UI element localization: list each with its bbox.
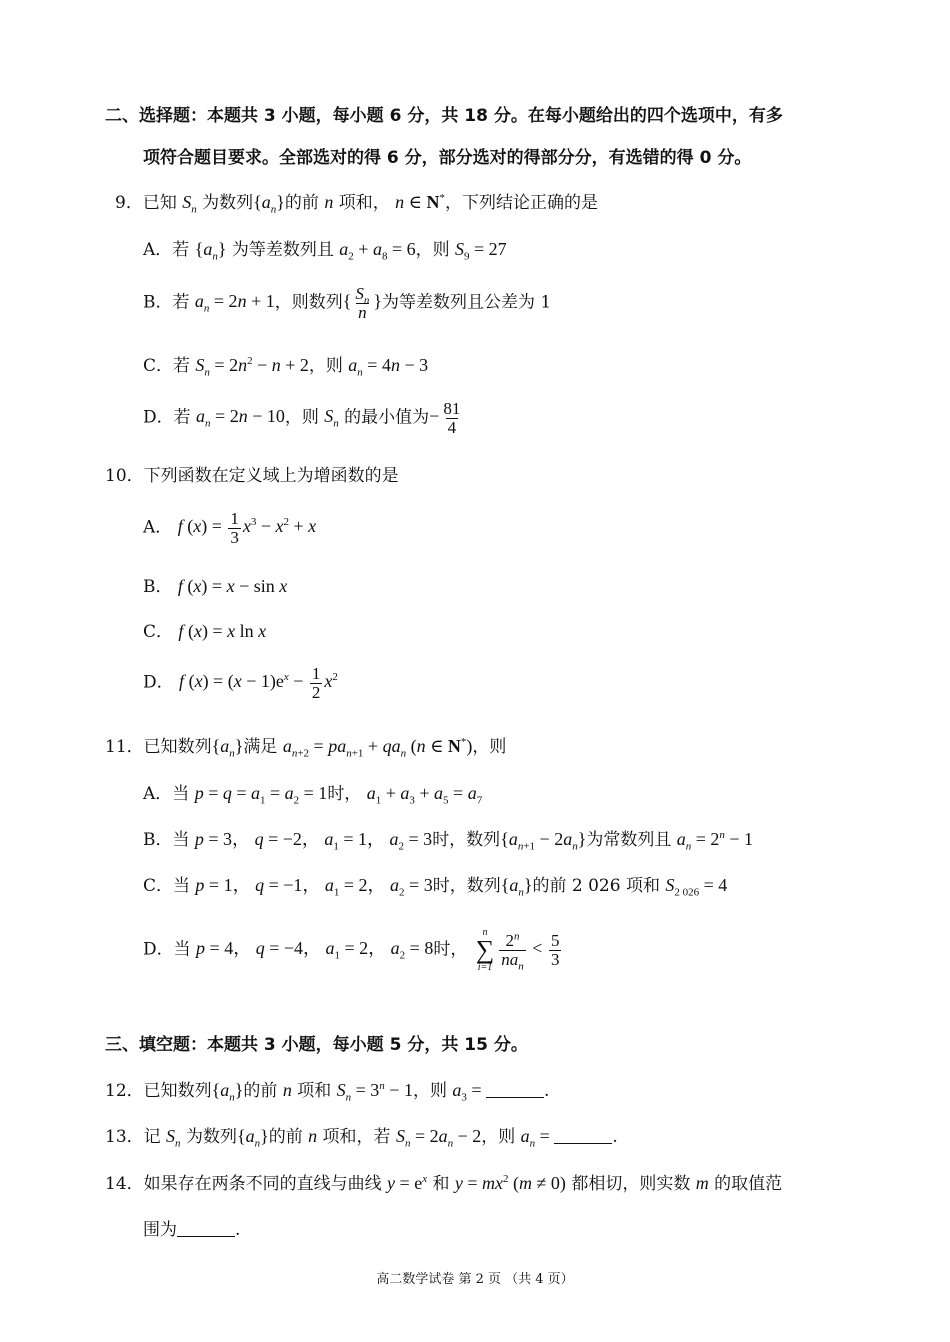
math: $S_n$ [324,406,339,431]
option-label: A． [143,517,173,538]
math: $\{a_n\}$ [253,192,285,216]
math: $p = q = a_1 = a_2 = 1$ [194,783,328,807]
answer-blank[interactable] [486,1081,544,1098]
question-number: 13． [105,1127,144,1147]
question-number: 12． [105,1081,144,1101]
text: ，则 [284,407,319,428]
math: { $\frac{S_n}{n}$ } [342,284,382,322]
math: $\{a_n\}$ [211,736,244,760]
text: 满足 [243,737,278,757]
text: 时，数列 [432,830,501,850]
text: ，则 [308,356,343,376]
text: 若 [173,356,191,376]
math: $S_n = 3^n - 1$ [336,1080,413,1104]
text: 都相切，则实数 [571,1174,691,1194]
math: $\{a_{n+1} - 2a_n\}$ [500,829,587,853]
question-11-option-c [143,875,728,899]
text: 记 [143,1127,161,1147]
math: $a_n = 4n - 3$ [348,355,429,379]
question-11-option-b [143,829,754,853]
question-14-line1 [105,1174,782,1193]
text: 如果存在两条不同的直线与曲线 [143,1174,382,1194]
text: 的前 [243,1081,278,1101]
text: 当 [173,876,191,896]
text: 时， [433,939,468,960]
math: $y = e^x$ [387,1173,428,1193]
math: $a_n = 2^n - 1$ [676,829,754,853]
text: ，则数列 [274,292,343,313]
text: ，则 [415,240,450,260]
option-label: D． [143,939,174,960]
math: $S_n$ [166,1126,181,1150]
option-label: B． [143,830,173,850]
section2-heading-line1: 二、选择题：本题共 3 小题，每小题 6 分，共 18 分。在每小题给出的四个选项中，有多 [105,106,783,126]
math: $a_1 + a_3 + a_5 = a_7$ [366,783,483,807]
math: f (x) = x − sin x [177,576,288,596]
text: ，则 [412,1081,447,1101]
question-12 [105,1080,550,1104]
text: 当 [172,830,190,850]
math: $a_2 + a_8 = 6$ [339,239,416,263]
text: 和 [432,1174,450,1194]
question-number: 10． [105,466,144,486]
math: p = 4， q = −4， $a_1 = 2$， $a_2 = 8$ [196,938,434,963]
math: $S_n$ [182,192,197,216]
option-label: B． [143,577,173,597]
option-label: A． [143,240,173,260]
question-11-option-d [143,928,563,973]
text: 时， [327,784,362,804]
text: 若 [173,407,191,428]
text: 当 [172,784,190,804]
text: 若 [172,292,190,313]
math: f (x) = $\frac{1}{3}$ $x^3 - x^2 + x$ [177,509,317,547]
math: − $\frac{81}{4}$ [429,399,461,437]
text: 若 [172,240,190,260]
math: n [324,192,334,212]
option-label: D． [143,672,174,693]
text: 为数列 [185,1127,237,1147]
math: f $(x) = (x - 1)e^x$ − $\frac{1}{2}$ $x^2$ [179,664,338,702]
question-10-option-d [143,665,338,702]
math: n ∈ N* [395,192,445,212]
math: p = 3， q = −2， $a_1 = 1$， $a_2 = 3$ [194,829,433,853]
text: 项和，若 [322,1127,391,1147]
text: 的取值范 [714,1174,783,1194]
math: $S_n = 2n^2 - n + 2$ [195,355,309,379]
question-13 [105,1126,618,1150]
question-number: 14． [105,1174,144,1194]
question-number: 9． [115,193,143,213]
option-label: C． [143,876,174,896]
text: . [612,1127,618,1147]
text: 时，数列 [432,876,501,896]
question-9-option-c [143,355,429,379]
text: . [544,1081,550,1101]
option-label: C． [143,622,174,642]
math: $\{a_n\}$ [500,875,533,899]
section2-heading-line2: 项符合题目要求。全部选对的得 6 分，部分选对的得部分分，有选错的得 0 分。 [143,148,752,168]
math: n [282,1080,292,1100]
question-10-option-c [143,622,266,641]
question-10-stem [105,468,399,485]
text: ，则 [472,737,507,757]
text: 为常数列且 [586,830,672,850]
math: n [308,1126,318,1146]
math: p = 1， q = −1， $a_1 = 2$， $a_2 = 3$ [195,875,433,899]
math: $a_n$ = [520,1126,555,1150]
math: $a_n = 2n - 10$ [196,406,285,431]
question-9-option-d [143,400,464,437]
text: 的前 [284,193,319,213]
text: 为等差数列且公差为 1 [382,292,552,313]
option-label: D． [143,407,174,428]
text: 项和 [297,1081,332,1101]
text: 的前 [268,1127,303,1147]
math: $S_{2 026} = 4$ [665,875,728,899]
text: 围为 [143,1220,177,1240]
option-label: B． [143,292,173,313]
page-footer: 高二数学试卷 第 2 页 （共 4 页） [376,1272,574,1287]
math: $a_n = 2n + 1$ [194,291,275,316]
question-10-option-b [143,577,287,596]
text: 已知 [142,193,177,213]
question-9-option-b [143,285,551,322]
question-9-option-a [143,239,507,263]
math: $S_n = 2a_n - 2$ [395,1126,482,1150]
math: f (x) = x ln x [178,621,267,641]
text: ，则 [481,1127,516,1147]
question-number: 11． [105,737,144,757]
math: $S_9 = 27$ [455,239,507,263]
question-11-stem [105,736,507,760]
math: n ∑ i=1 $\frac{2^n}{na_n}$ < $\frac{5}{3}$ [475,927,560,973]
section3-heading: 三、填空题：本题共 3 小题，每小题 5 分，共 15 分。 [105,1035,528,1055]
math: $\{a_n\}$ [211,1080,244,1104]
math: $\{a_n\}$ [194,239,227,263]
text: 的前 2 026 项和 [532,876,660,896]
math: $y = mx^2$ (m ≠ 0) [454,1173,566,1193]
text: 已知数列 [143,1081,212,1101]
text: 下列函数在定义域上为增函数的是 [143,466,399,486]
option-label: C． [143,356,174,376]
math: m [695,1173,709,1193]
text: 已知数列 [143,737,212,757]
math: $a_{n+2} = pa_{n+1} + qa_n$ (n ∈ N*) [282,736,473,760]
question-11-option-a [143,783,483,807]
question-10-option-a [143,510,316,547]
math: $\{a_n\}$ [236,1126,269,1150]
text: 项和， [338,193,390,213]
text: 当 [173,939,191,960]
answer-blank[interactable] [177,1220,235,1237]
answer-blank[interactable] [554,1127,612,1144]
text: ，下列结论正确的是 [444,193,598,213]
math: $a_3$ = [452,1080,487,1104]
text: . [235,1220,241,1240]
text: 为等差数列且 [231,240,334,260]
text: 为数列 [202,193,254,213]
question-9-stem [115,192,598,216]
option-label: A． [143,784,173,804]
question-14-line2 [143,1220,240,1239]
text: 的最小值为 [344,407,430,428]
